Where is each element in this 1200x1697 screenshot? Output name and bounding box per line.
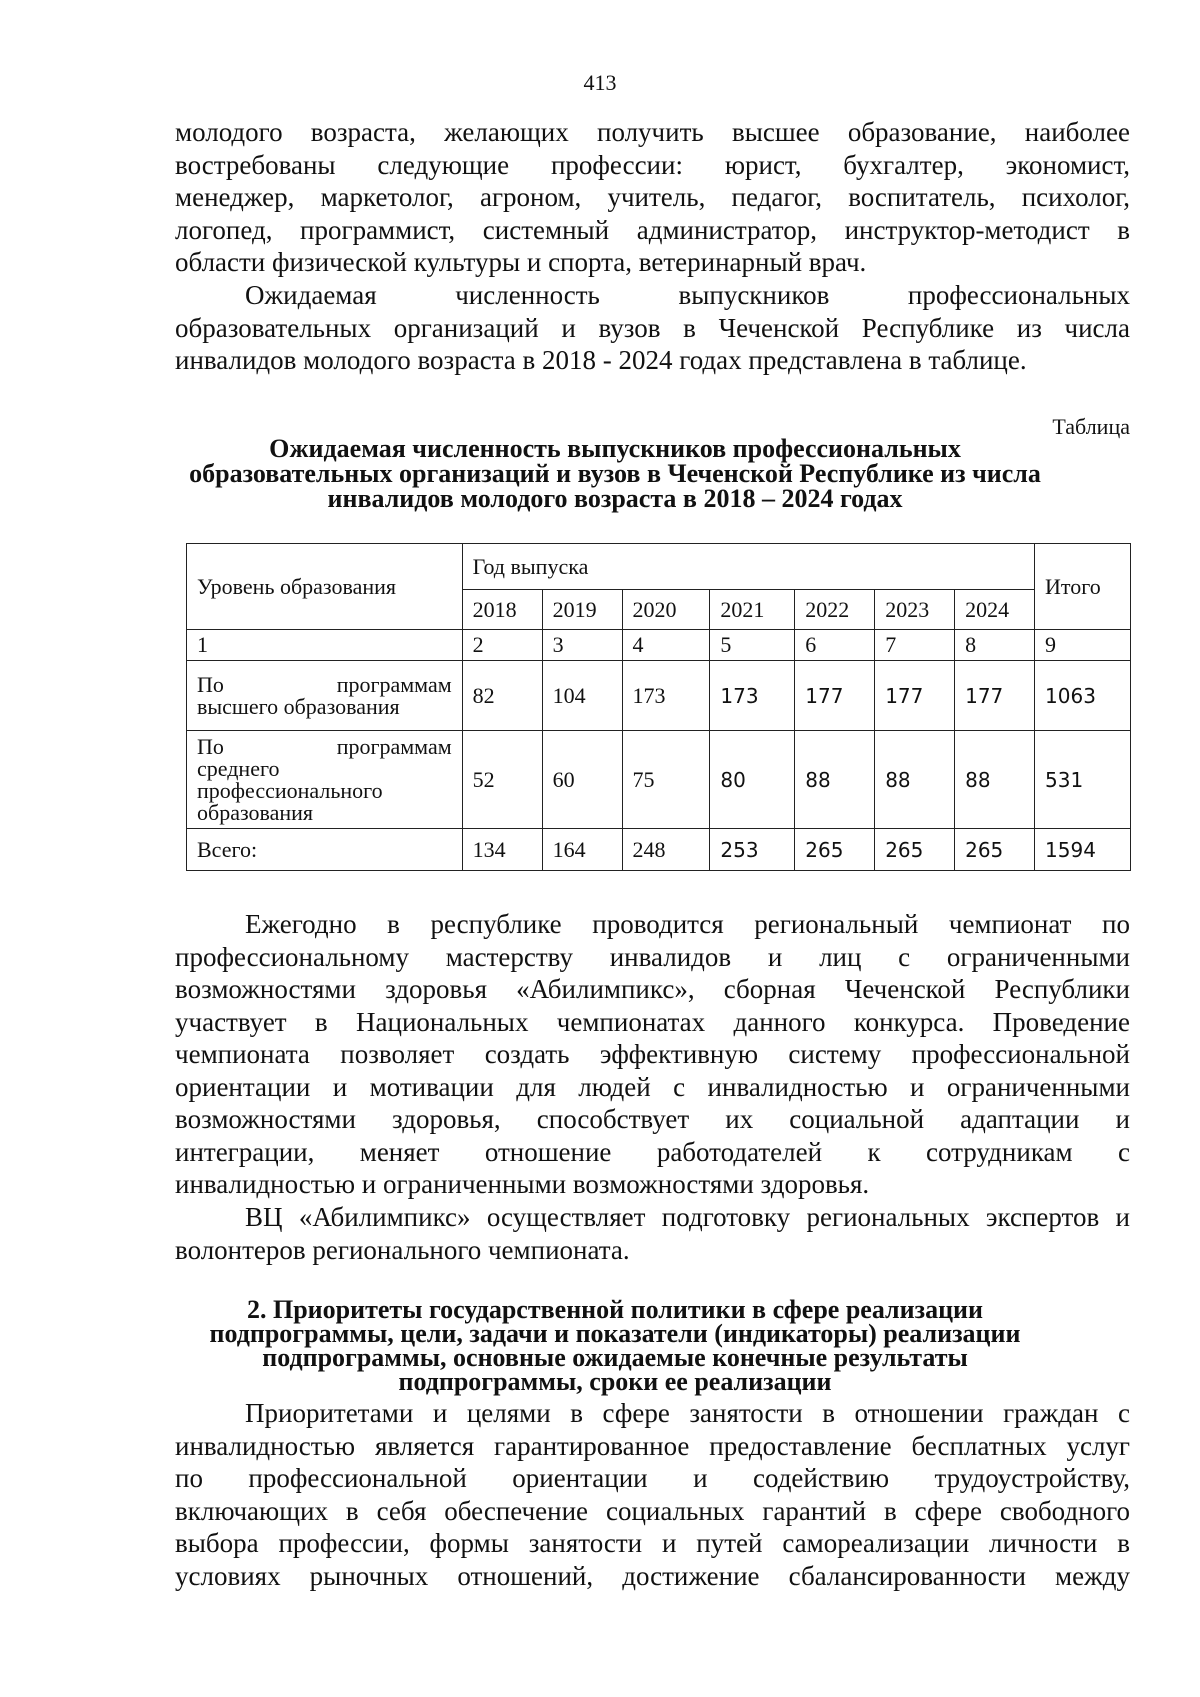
col-number: 2	[462, 630, 542, 661]
table-title-line: Ожидаемая численность выпускников профессиональных	[269, 434, 961, 463]
year-cell: 2020	[622, 590, 710, 630]
abilympics-paragraph	[175, 908, 1130, 1201]
table-cell: 177	[795, 661, 875, 731]
page-number: 413	[583, 70, 617, 95]
row-label-line: По программам	[197, 671, 452, 697]
table-caption: Таблица	[1052, 414, 1130, 439]
col-number: 9	[1035, 630, 1131, 661]
table-cell: 75	[622, 731, 710, 829]
table-cell: 1063	[1035, 661, 1131, 731]
text-line: волонтеров регионального чемпионата.	[175, 1234, 630, 1265]
table-cell: 177	[955, 661, 1035, 731]
table-cell: 88	[875, 731, 955, 829]
table-cell: 80	[710, 731, 795, 829]
col-number: 1	[187, 630, 463, 661]
year-cell: 2024	[955, 590, 1035, 630]
table-cell: 173	[710, 661, 795, 731]
text-line: Ежегодно в республике проводится региональный чемпионат по	[245, 909, 1130, 939]
text-line: менеджер, маркетолог, агроном, учитель, педагог, воспитатель, психолог,	[175, 182, 1130, 212]
table-cell: 248	[622, 829, 710, 871]
table-cell: 60	[542, 731, 622, 829]
row-label-line: высшего образования	[197, 693, 400, 719]
section-heading-line: 2. Приоритеты государственной политики в сфере реализации	[246, 1295, 984, 1324]
table-title-line: образовательных организаций и вузов в Чеченской Республике из числа	[189, 459, 1041, 488]
table-title-line: инвалидов молодого возраста в 2018 – 2024 годах	[327, 484, 903, 513]
table-row	[187, 661, 1131, 731]
text-line: области физической культуры и спорта, ветеринарный врач.	[175, 247, 867, 277]
text-line: ориентации и мотивации для людей с инвалидностью и ограниченными	[175, 1071, 1130, 1102]
text-line: выбора профессии, формы занятости и путей самореализации личности в	[175, 1528, 1130, 1558]
year-cell: 2019	[542, 590, 622, 630]
text-line: возможностями здоровья «Абилимпикс», сборная Чеченской Республики	[175, 974, 1130, 1004]
col-number: 5	[710, 630, 795, 661]
section-heading-line: подпрограммы, основные ожидаемые конечные результаты	[262, 1343, 968, 1372]
table-cell: 52	[462, 731, 542, 829]
table-title	[150, 436, 1080, 511]
section-heading-line: подпрограммы, сроки ее реализации	[398, 1367, 832, 1396]
text-line: Приоритетами и целями в сфере занятости в отношении граждан с	[245, 1398, 1130, 1428]
table-cell: 253	[710, 829, 795, 871]
text-line: чемпионата позволяет создать эффективную систему профессиональной	[175, 1039, 1130, 1069]
table-cell: 164	[542, 829, 622, 871]
priorities-paragraph	[175, 1397, 1130, 1592]
header-total: Итого	[1035, 544, 1131, 630]
col-number: 4	[622, 630, 710, 661]
col-number: 6	[795, 630, 875, 661]
table-cell: 265	[875, 829, 955, 871]
text-line: интеграции, меняет отношение работодателей к сотрудникам с	[175, 1136, 1130, 1167]
intro-paragraph	[175, 116, 1130, 279]
year-cell: 2022	[795, 590, 875, 630]
text-line: профессиональному мастерству инвалидов и лиц с ограниченными	[175, 941, 1130, 972]
text-line: образовательных организаций и вузов в Чеченской Республике из числа	[175, 312, 1130, 343]
section-heading	[150, 1295, 1080, 1396]
col-number: 3	[542, 630, 622, 661]
table-cell: 104	[542, 661, 622, 731]
text-line: возможностями здоровья, способствует их социальной адаптации и	[175, 1104, 1130, 1134]
row-label	[187, 731, 463, 829]
text-line: востребованы следующие профессии: юрист, бухгалтер, экономист,	[175, 149, 1130, 180]
header-level: Уровень образования	[187, 544, 463, 630]
text-line: инвалидов молодого возраста в 2018 - 2024 годах представлена в таблице.	[175, 345, 1027, 375]
text-line: условиях рыночных отношений, достижение сбалансированности между	[175, 1560, 1130, 1591]
expected-graduates-paragraph	[175, 279, 1130, 377]
text-line: логопед, программист, системный администратор, инструктор-методист в	[175, 214, 1130, 245]
header-year: Год выпуска	[462, 544, 1034, 590]
table-cell: 265	[795, 829, 875, 871]
section-heading-line: подпрограммы, цели, задачи и показатели (индикаторы) реализации	[209, 1319, 1021, 1348]
row-label	[187, 661, 463, 731]
text-line: инвалидностью и ограниченными возможностями здоровья.	[175, 1169, 870, 1199]
table-cell: 134	[462, 829, 542, 871]
text-line: включающих в себя обеспечение социальных гарантий в сфере свободного	[175, 1495, 1130, 1526]
year-cell: 2023	[875, 590, 955, 630]
text-line: молодого возраста, желающих получить высшее образование, наиболее	[175, 117, 1130, 147]
row-label-line: профессионального	[197, 777, 383, 803]
text-line: по профессиональной ориентации и содействию трудоустройству,	[175, 1463, 1130, 1493]
year-cell: 2018	[462, 590, 542, 630]
table-cell: 177	[875, 661, 955, 731]
text-line: участвует в Национальных чемпионатах данного конкурса. Проведение	[175, 1006, 1130, 1037]
row-label-line: образования	[197, 799, 314, 825]
row-label-line: среднего	[197, 755, 280, 781]
table-cell: 88	[955, 731, 1035, 829]
table-cell: 1594	[1035, 829, 1131, 871]
table-cell: 88	[795, 731, 875, 829]
table-cell: 82	[462, 661, 542, 731]
year-cell: 2021	[710, 590, 795, 630]
table-row	[187, 731, 1131, 829]
text-line: инвалидностью является гарантированное предоставление бесплатных услуг	[175, 1430, 1130, 1461]
vc-abilympics-paragraph	[175, 1201, 1130, 1266]
text-line: ВЦ «Абилимпикс» осуществляет подготовку региональных экспертов и	[245, 1202, 1130, 1232]
table-cell: 265	[955, 829, 1035, 871]
table-cell: 531	[1035, 731, 1131, 829]
row-label: Всего:	[187, 829, 463, 871]
col-number: 8	[955, 630, 1035, 661]
col-number: 7	[875, 630, 955, 661]
graduates-table	[186, 543, 1131, 871]
table-cell: 173	[622, 661, 710, 731]
text-line: Ожидаемая численность выпускников профессиональных	[245, 280, 1130, 310]
row-label-line: По программам	[197, 733, 452, 759]
table-row	[187, 829, 1131, 871]
